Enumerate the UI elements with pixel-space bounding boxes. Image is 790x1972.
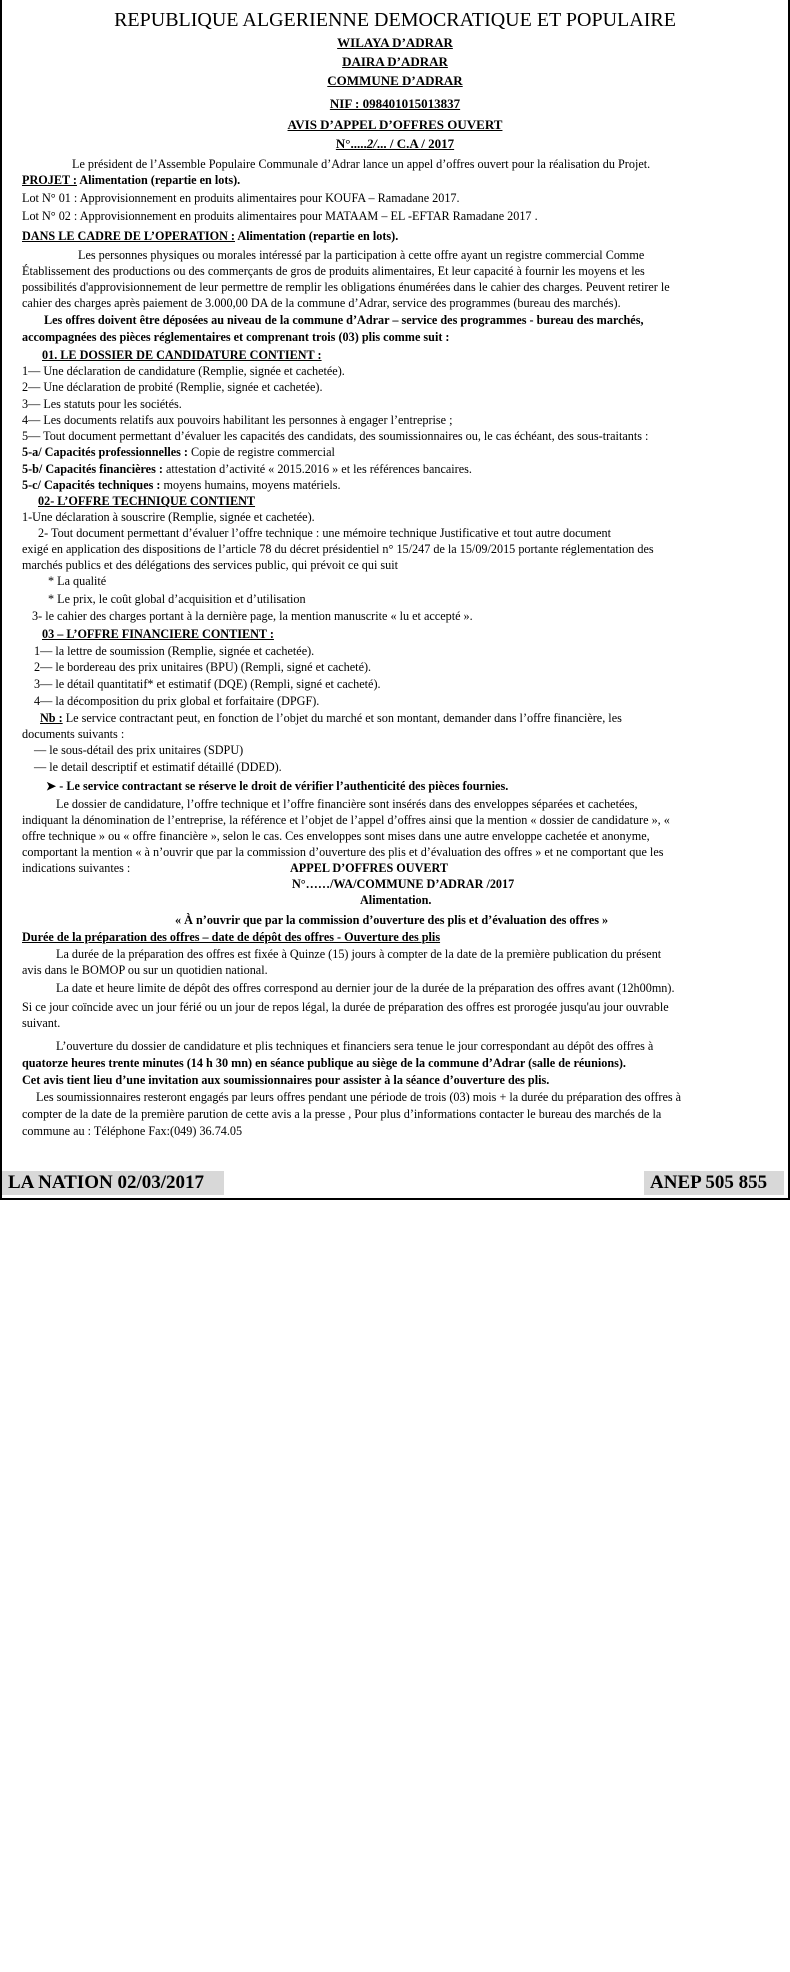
left-border xyxy=(0,0,2,1200)
cap-b-label: 5-b/ Capacités financières : xyxy=(22,462,163,476)
nb-text: Le service contractant peut, en fonction de l’objet du marché et son montant, demander dans l’offre financière, les xyxy=(62,711,622,725)
newspaper-label: LA NATION 02/03/2017 xyxy=(2,1171,224,1195)
eligibility-line-1: Les personnes physiques ou morales intéressé par la participation à cette offre ayant un registre commercial Comme xyxy=(78,248,645,262)
cap-a-label: 5-a/ Capacités professionnelles : xyxy=(22,445,188,459)
candidature-item: 1— Une déclaration de candidature (Remplie, signée et cachetée). xyxy=(22,364,345,378)
daira-line: DAIRA D’ADRAR xyxy=(342,54,448,69)
cap-a-value: Copie de registre commercial xyxy=(188,445,335,459)
nb-line-1 xyxy=(40,711,622,725)
projet-value: Alimentation (repartie en lots). xyxy=(76,173,241,187)
envelopes-line-2: indiquant la dénomination de l’entreprise, la référence et l’objet de l’appel d’offres ainsi que la mention « dossier de candidature », « xyxy=(22,813,670,827)
eligibility-line-4: cahier des charges après paiement de 3.000,00 DA de la commune d’Adrar, service des programmes (bureau des marchés). xyxy=(22,296,621,310)
envelopes-line-1: Le dossier de candidature, l’offre technique et l’offre financière sont insérés dans des enveloppes séparées et cachetées, xyxy=(56,797,638,811)
lot-2: Lot N° 02 : Approvisionnement en produits alimentaires pour MATAAM – EL -EFTAR Ramadane 2017 . xyxy=(22,209,538,223)
candidature-title: 01. LE DOSSIER DE CANDIDATURE CONTIENT : xyxy=(42,348,322,362)
duree-line-9: Les soumissionnaires resteront engagés par leurs offres pendant une période de trois (03) mois + la durée du préparation des offres à xyxy=(36,1090,682,1104)
duree-line-3: La date et heure limite de dépôt des offres correspond au dernier jour de la durée de la préparation des offres avant (12h00mn). xyxy=(56,981,675,995)
ref-suffix: ... / C.A / 2017 xyxy=(376,136,455,151)
projet-label: PROJET : xyxy=(22,173,77,187)
republic-title: REPUBLIQUE ALGERIENNE DEMOCRATIQUE ET POPULAIRE xyxy=(114,9,676,31)
envelopes-line-4: comportant la mention « à n’ouvrir que par la commission d’ouverture des plis et d’évaluation des offres » et ne comportant que les xyxy=(22,845,664,859)
technique-bullet-2: * Le prix, le coût global d’acquisition et d’utilisation xyxy=(48,592,306,606)
envelope-appel-title: APPEL D’OFFRES OUVERT xyxy=(290,861,449,875)
candidature-item: 3— Les statuts pour les sociétés. xyxy=(22,397,182,411)
bottom-border xyxy=(0,1198,790,1200)
envelope-mention: « À n’ouvrir que par la commission d’ouverture des plis et d’évaluation des offres » xyxy=(175,913,609,927)
cap-c-value: moyens humains, moyens matériels. xyxy=(160,478,341,492)
verify-line xyxy=(46,779,508,793)
duree-line-6: L’ouverture du dossier de candidature et plis techniques et financiers sera tenue le jour correspondant au dépôt des offres à xyxy=(56,1039,654,1053)
envelope-object: Alimentation. xyxy=(360,893,432,907)
duree-line-7: quatorze heures trente minutes (14 h 30 mn) en séance publique au siège de la commune d’Adrar (salle de réunions). xyxy=(22,1056,626,1070)
cadre-label: DANS LE CADRE DE L’OPERATION : xyxy=(22,229,235,243)
technique-bullet-1: * La qualité xyxy=(48,574,107,588)
envelopes-line-3: offre technique » ou « offre financière », selon le cas. Ces enveloppes sont mises dans une autre enveloppe cachetée et anonyme, xyxy=(22,829,650,843)
duree-line-2: avis dans le BOMOP ou sur un quotidien national. xyxy=(22,963,268,977)
financiere-item: 3— le détail quantitatif* et estimatif (DQE) (Rempli, signé et cacheté). xyxy=(34,677,381,691)
wilaya-line: WILAYA D’ADRAR xyxy=(337,35,453,50)
capacite-financiere xyxy=(22,462,472,476)
projet-line xyxy=(22,173,240,187)
verify-text: - Le service contractant se réserve le droit de vérifier l’authenticité des pièces fournies. xyxy=(59,779,509,793)
technique-item-2a: 2- Tout document permettant d’évaluer l’offre technique : une mémoire technique Justificative et tout autre document xyxy=(38,526,612,540)
cap-c-label: 5-c/ Capacités techniques : xyxy=(22,478,161,492)
financiere-item: 4— la décomposition du prix global et forfaitaire (DPGF). xyxy=(34,694,320,708)
nb-line-2: documents suivants : xyxy=(22,727,125,741)
technique-item-2b: exigé en application des dispositions de l’article 78 du décret présidentiel n° 15/247 de la 15/09/2015 portante réglementation des xyxy=(22,542,654,556)
commune-line: COMMUNE D’ADRAR xyxy=(327,73,463,88)
intro-line: Le président de l’Assemble Populaire Communale d’Adrar lance un appel d’offres ouvert pour la réalisation du Projet. xyxy=(72,157,651,171)
avis-title: AVIS D’APPEL D’OFFRES OUVERT xyxy=(287,117,503,132)
candidature-item: 5— Tout document permettant d’évaluer les capacités des candidats, des soumissionnaires ou, le cas échéant, des sous-traitants : xyxy=(22,429,649,443)
duree-line-10: compter de la date de la première parution de cette avis a la presse , Pour plus d’informations contacter le bureau des marchés de la xyxy=(22,1107,662,1121)
reference-number xyxy=(0,137,790,151)
technique-item-3: 3- le cahier des charges portant à la dernière page, la mention manuscrite « lu et accepté ». xyxy=(32,609,473,623)
candidature-item: 4— Les documents relatifs aux pouvoirs habilitant les personnes à engager l’entreprise ; xyxy=(22,413,453,427)
technique-item-2c: marchés publics et des délégations des services public, qui prévoit ce qui suit xyxy=(22,558,399,572)
duree-title: Durée de la préparation des offres – date de dépôt des offres - Ouverture des plis xyxy=(22,930,441,944)
eligibility-line-5: Les offres doivent être déposées au niveau de la commune d’Adrar – service des programmes - bureau des marchés, xyxy=(44,313,644,327)
technique-item-1: 1-Une déclaration à souscrire (Remplie, signée et cachetée). xyxy=(22,510,315,524)
cadre-line xyxy=(22,229,398,243)
ref-prefix: N°..... xyxy=(335,136,367,151)
financiere-title: 03 – L’OFFRE FINANCIERE CONTIENT : xyxy=(42,627,274,641)
envelopes-line-5-left: indications suivantes : xyxy=(22,861,131,875)
duree-line-1: La durée de la préparation des offres est fixée à Quinze (15) jours à compter de la date de la première publication du présent xyxy=(56,947,662,961)
candidature-item: 2— Une déclaration de probité (Remplie, signée et cachetée). xyxy=(22,380,323,394)
nb-label: Nb : xyxy=(40,711,63,725)
duree-line-8: Cet avis tient lieu d’une invitation aux soumissionnaires pour assister à la séance d’ouverture des plis. xyxy=(22,1073,550,1087)
eligibility-line-2: Établissement des productions ou des commerçants de gros de produits alimentaires, Et leur capacité à fournir les moyens et les xyxy=(22,264,645,278)
anep-label: ANEP 505 855 xyxy=(644,1171,784,1195)
eligibility-line-3: possibilités d'approvisionnement de leur permettre de remplir les obligations énumérées dans le cahier des charges. Peuvent retirer le xyxy=(22,280,670,294)
cadre-value: Alimentation (repartie en lots). xyxy=(234,229,399,243)
capacite-professionnelle xyxy=(22,445,335,459)
technique-title: 02- L’OFFRE TECHNIQUE CONTIENT xyxy=(38,494,256,508)
envelope-ref-line: N°……/WA/COMMUNE D’ADRAR /2017 xyxy=(292,877,515,891)
financiere-item: 2— le bordereau des prix unitaires (BPU) (Rempli, signé et cacheté). xyxy=(34,660,372,674)
cap-b-value: attestation d’activité « 2015.2016 » et les références bancaires. xyxy=(162,462,472,476)
eligibility-line-6: accompagnées des pièces réglementaires et comprenant trois (03) plis comme suit : xyxy=(22,330,450,344)
duree-line-11: commune au : Téléphone Fax:(049) 36.74.05 xyxy=(22,1124,243,1138)
lot-1: Lot N° 01 : Approvisionnement en produits alimentaires pour KOUFA – Ramadane 2017. xyxy=(22,191,460,205)
arrow-icon: ➤ xyxy=(46,779,57,793)
financiere-item: 1— la lettre de soumission (Remplie, signée et cachetée). xyxy=(34,644,315,658)
capacite-technique xyxy=(22,478,341,492)
nb-item-2: — le detail descriptif et estimatif détaillé (DDED). xyxy=(34,760,282,774)
nb-item-1: — le sous-détail des prix unitaires (SDPU) xyxy=(34,743,244,757)
duree-line-4: Si ce jour coïncide avec un jour férié ou un jour de repos légal, la durée de préparation des offres est prorogée jusqu'au jour ouvrable xyxy=(22,1000,669,1014)
duree-line-5: suivant. xyxy=(22,1016,61,1030)
ref-handwritten: 2/ xyxy=(366,136,377,151)
nif-line: NIF : 098401015013837 xyxy=(329,96,461,111)
